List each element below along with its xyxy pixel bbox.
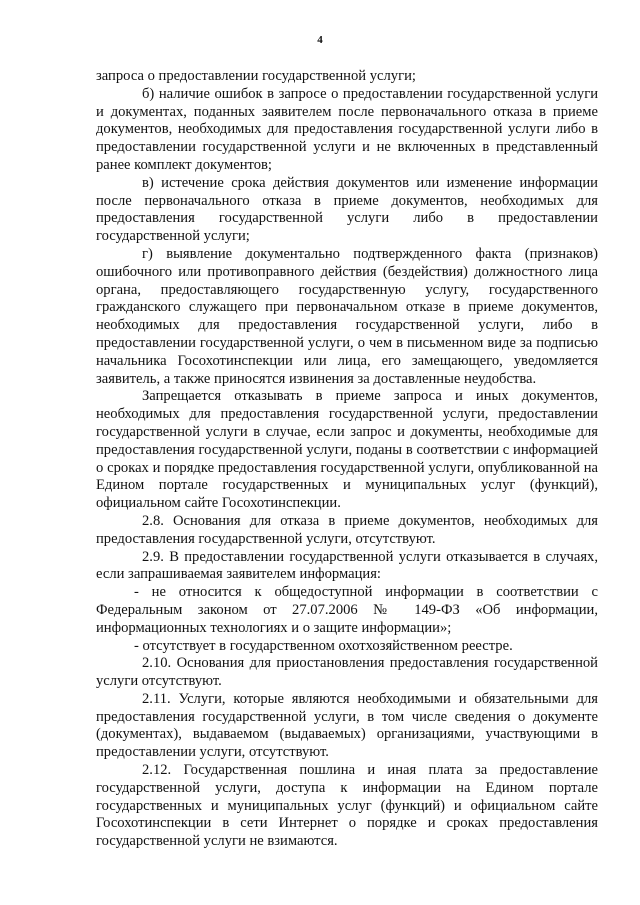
paragraph-2-8: 2.8. Основания для отказа в приеме документов, необходимых для предоставления государственной услуги, отсутствуют. — [96, 512, 598, 547]
paragraph-2-12: 2.12. Государственная пошлина и иная плата за предоставление государственной услуги, доступа к информации на Едином портале государственных и муниципальных услуг (функций) и официальном сайте Госохотинспекции в сети Интернет о порядке и сроках предоставления государственной услуги не взимаются. — [96, 762, 598, 850]
page-number: 4 — [317, 34, 323, 46]
paragraph-2-11: 2.11. Услуги, которые являются необходимыми и обязательными для предоставления государственной услуги, в том числе сведения о документе (документах), выдаваемом (выдаваемых) организациями, участвующими в предоставлении услуги, отсутствуют. — [96, 690, 598, 761]
paragraph-prohibition: Запрещается отказывать в приеме запроса и иных документов, необходимых для предоставления государственной услуги, предоставлении государственной услуги в случае, если запрос и документы, необходимые для предоставления государственной услуги, поданы в соответствии с информацией о сроках и порядке предоставления государственной услуги, опубликованной на Едином портале государственных и муниципальных услуг (функций), официальном сайте Госохотинспекции. — [96, 388, 598, 512]
paragraph-2-9: 2.9. В предоставлении государственной услуги отказывается в случаях, если запрашиваемая заявителем информация: — [96, 548, 598, 583]
document-body — [96, 68, 598, 851]
paragraph-item-b: б) наличие ошибок в запросе о предоставлении государственной услуги и документах, поданных заявителем после первоначального отказа в приеме документов, необходимых для предоставления государственной услуги либо в предоставлении государственной услуги и не включенных в представленный ранее комплект документов; — [96, 85, 598, 173]
paragraph-item-g: г) выявление документально подтвержденного факта (признаков) ошибочного или противоправного действия (бездействия) должностного лица органа, предоставляющего государственную услугу, государственного гражданского служащего при первоначальном отказе в приеме документов, необходимых для предоставления государственной услуги, либо в предоставлении государственной услуги, о чем в письменном виде за подписью начальника Госохотинспекции или лица, его замещающего, уведомляется заявитель, а также приносятся извинения за доставленные неудобства. — [96, 245, 598, 387]
paragraph-2-10: 2.10. Основания для приостановления предоставления государственной услуги отсутствуют. — [96, 655, 598, 690]
paragraph-2-9-item-2: - отсутствует в государственном охотхозяйственном реестре. — [134, 637, 513, 654]
paragraph-2-9-item-1: - не относится к общедоступной информации в соответствии с Федеральным законом от 27.07.2006 № 149-ФЗ «Об информации, информационных технологиях и о защите информации»; — [96, 584, 598, 636]
paragraph-continuation: запроса о предоставлении государственной услуги; — [96, 68, 416, 84]
paragraph-item-v: в) истечение срока действия документов или изменение информации после первоначального отказа в приеме документов, необходимых для предоставления государственной услуги либо в предоставлении государственной услуги; — [96, 174, 598, 245]
